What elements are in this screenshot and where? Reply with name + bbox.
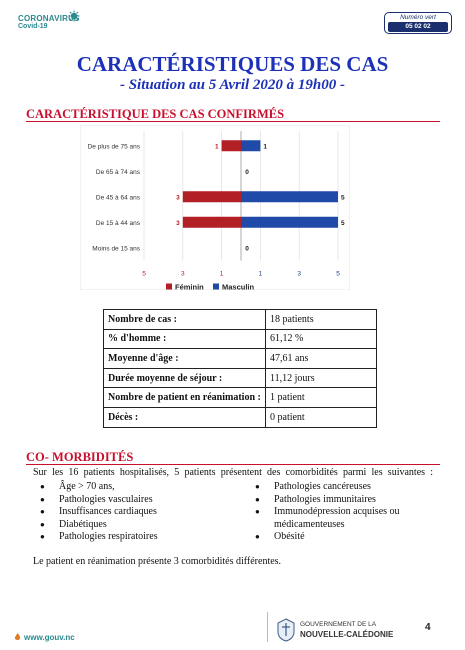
comorbidities-intro: Sur les 16 patients hospitalisés, 5 patients présentent des comorbidités parmi les suivantes :	[33, 467, 433, 478]
logo-title: CORONAVIRUS	[18, 14, 80, 23]
stat-value: 18 patients	[266, 310, 377, 330]
list-item: ● Âge > 70 ans,	[40, 481, 240, 494]
icu-note: Le patient en réanimation présente 3 comorbidités différentes.	[33, 556, 282, 567]
table-row	[104, 407, 377, 427]
data-label: 3	[176, 194, 180, 202]
category-label: De 65 à 74 ans	[95, 168, 140, 176]
list-item: ● Diabétiques	[40, 519, 240, 532]
tick-label: 1	[219, 270, 224, 278]
bar-feminin	[183, 217, 241, 228]
comorbidities-list-left	[40, 481, 240, 544]
list-item: ● Immunodépression acquises ou médicamenteuses	[255, 506, 440, 531]
stat-value: 61,12 %	[266, 329, 377, 349]
category-label: De 45 à 64 ans	[95, 194, 140, 202]
data-label: 1	[214, 143, 219, 151]
stats-table	[103, 309, 377, 428]
logo-subtitle: Covid-19	[18, 23, 48, 30]
list-item: ● Pathologies cancéreuses	[255, 481, 440, 494]
data-label: 5	[341, 194, 345, 202]
bar-masculin	[241, 191, 338, 202]
bar-feminin	[183, 191, 241, 202]
list-item: ● Pathologies vasculaires	[40, 494, 240, 507]
tick-label: 1	[258, 270, 263, 278]
legend-label: Masculin	[222, 282, 255, 290]
section-title-comorbidities: CO- MORBIDITÉS	[26, 450, 134, 464]
stat-label: % d'homme :	[104, 329, 266, 349]
government-line1: GOUVERNEMENT DE LA	[300, 621, 377, 628]
category-label: De plus de 75 ans	[87, 143, 140, 151]
data-label: 0	[245, 168, 249, 176]
website-link[interactable]	[14, 633, 75, 642]
category-label: Moins de 15 ans	[92, 245, 140, 253]
legend-swatch	[166, 284, 172, 290]
stat-label: Durée moyenne de séjour :	[104, 368, 266, 388]
section-title-cases: CARACTÉRISTIQUE DES CAS CONFIRMÉS	[26, 107, 285, 121]
tick-label: 5	[142, 270, 146, 278]
legend-label: Féminin	[175, 282, 204, 290]
tick-label: 5	[336, 270, 340, 278]
table-row	[104, 368, 377, 388]
legend-swatch	[213, 284, 219, 290]
table-row	[104, 349, 377, 369]
footer-divider	[267, 612, 268, 642]
comorbidities-list-right	[255, 481, 440, 544]
hotline-number: 05 02 02	[388, 22, 448, 32]
list-item: ● Pathologies respiratoires	[40, 531, 240, 544]
tick-label: 3	[180, 270, 185, 278]
tick-label: 3	[297, 270, 302, 278]
government-line2: NOUVELLE-CALÉDONIE	[300, 630, 394, 639]
stat-label: Décès :	[104, 407, 266, 427]
stat-label: Nombre de cas :	[104, 310, 266, 330]
data-label: 1	[263, 143, 268, 151]
website-url[interactable]: www.gouv.nc	[24, 633, 75, 642]
table-row	[104, 388, 377, 408]
section-divider	[26, 121, 440, 122]
stat-label: Moyenne d'âge :	[104, 349, 266, 369]
stat-value: 1 patient	[266, 388, 377, 408]
category-label: De 15 à 44 ans	[95, 219, 140, 227]
stat-value: 47,61 ans	[266, 349, 377, 369]
bar-feminin	[222, 140, 241, 151]
page-title: CARACTÉRISTIQUES DES CAS	[76, 52, 389, 76]
stat-value: 11,12 jours	[266, 368, 377, 388]
age-sex-bar-chart	[80, 125, 350, 290]
stat-value: 0 patient	[266, 407, 377, 427]
list-item: ● Pathologies immunitaires	[255, 494, 440, 507]
page-number: 4	[425, 622, 431, 633]
hotline-badge	[384, 12, 452, 34]
bar-masculin	[241, 140, 260, 151]
bar-masculin	[241, 217, 338, 228]
hotline-label: Numéro vert	[400, 14, 436, 21]
data-label: 5	[341, 219, 345, 227]
section-divider	[26, 464, 440, 465]
list-item: ● Insuffisances cardiaques	[40, 506, 240, 519]
table-row	[104, 310, 377, 330]
data-label: 0	[245, 245, 249, 253]
list-item: ● Obésité	[255, 531, 440, 544]
page-subtitle: - Situation au 5 Avril 2020 à 19h00 -	[119, 77, 346, 93]
stat-label: Nombre de patient en réanimation :	[104, 388, 266, 408]
government-emblem-icon	[276, 618, 296, 642]
table-row	[104, 329, 377, 349]
data-label: 3	[176, 219, 180, 227]
